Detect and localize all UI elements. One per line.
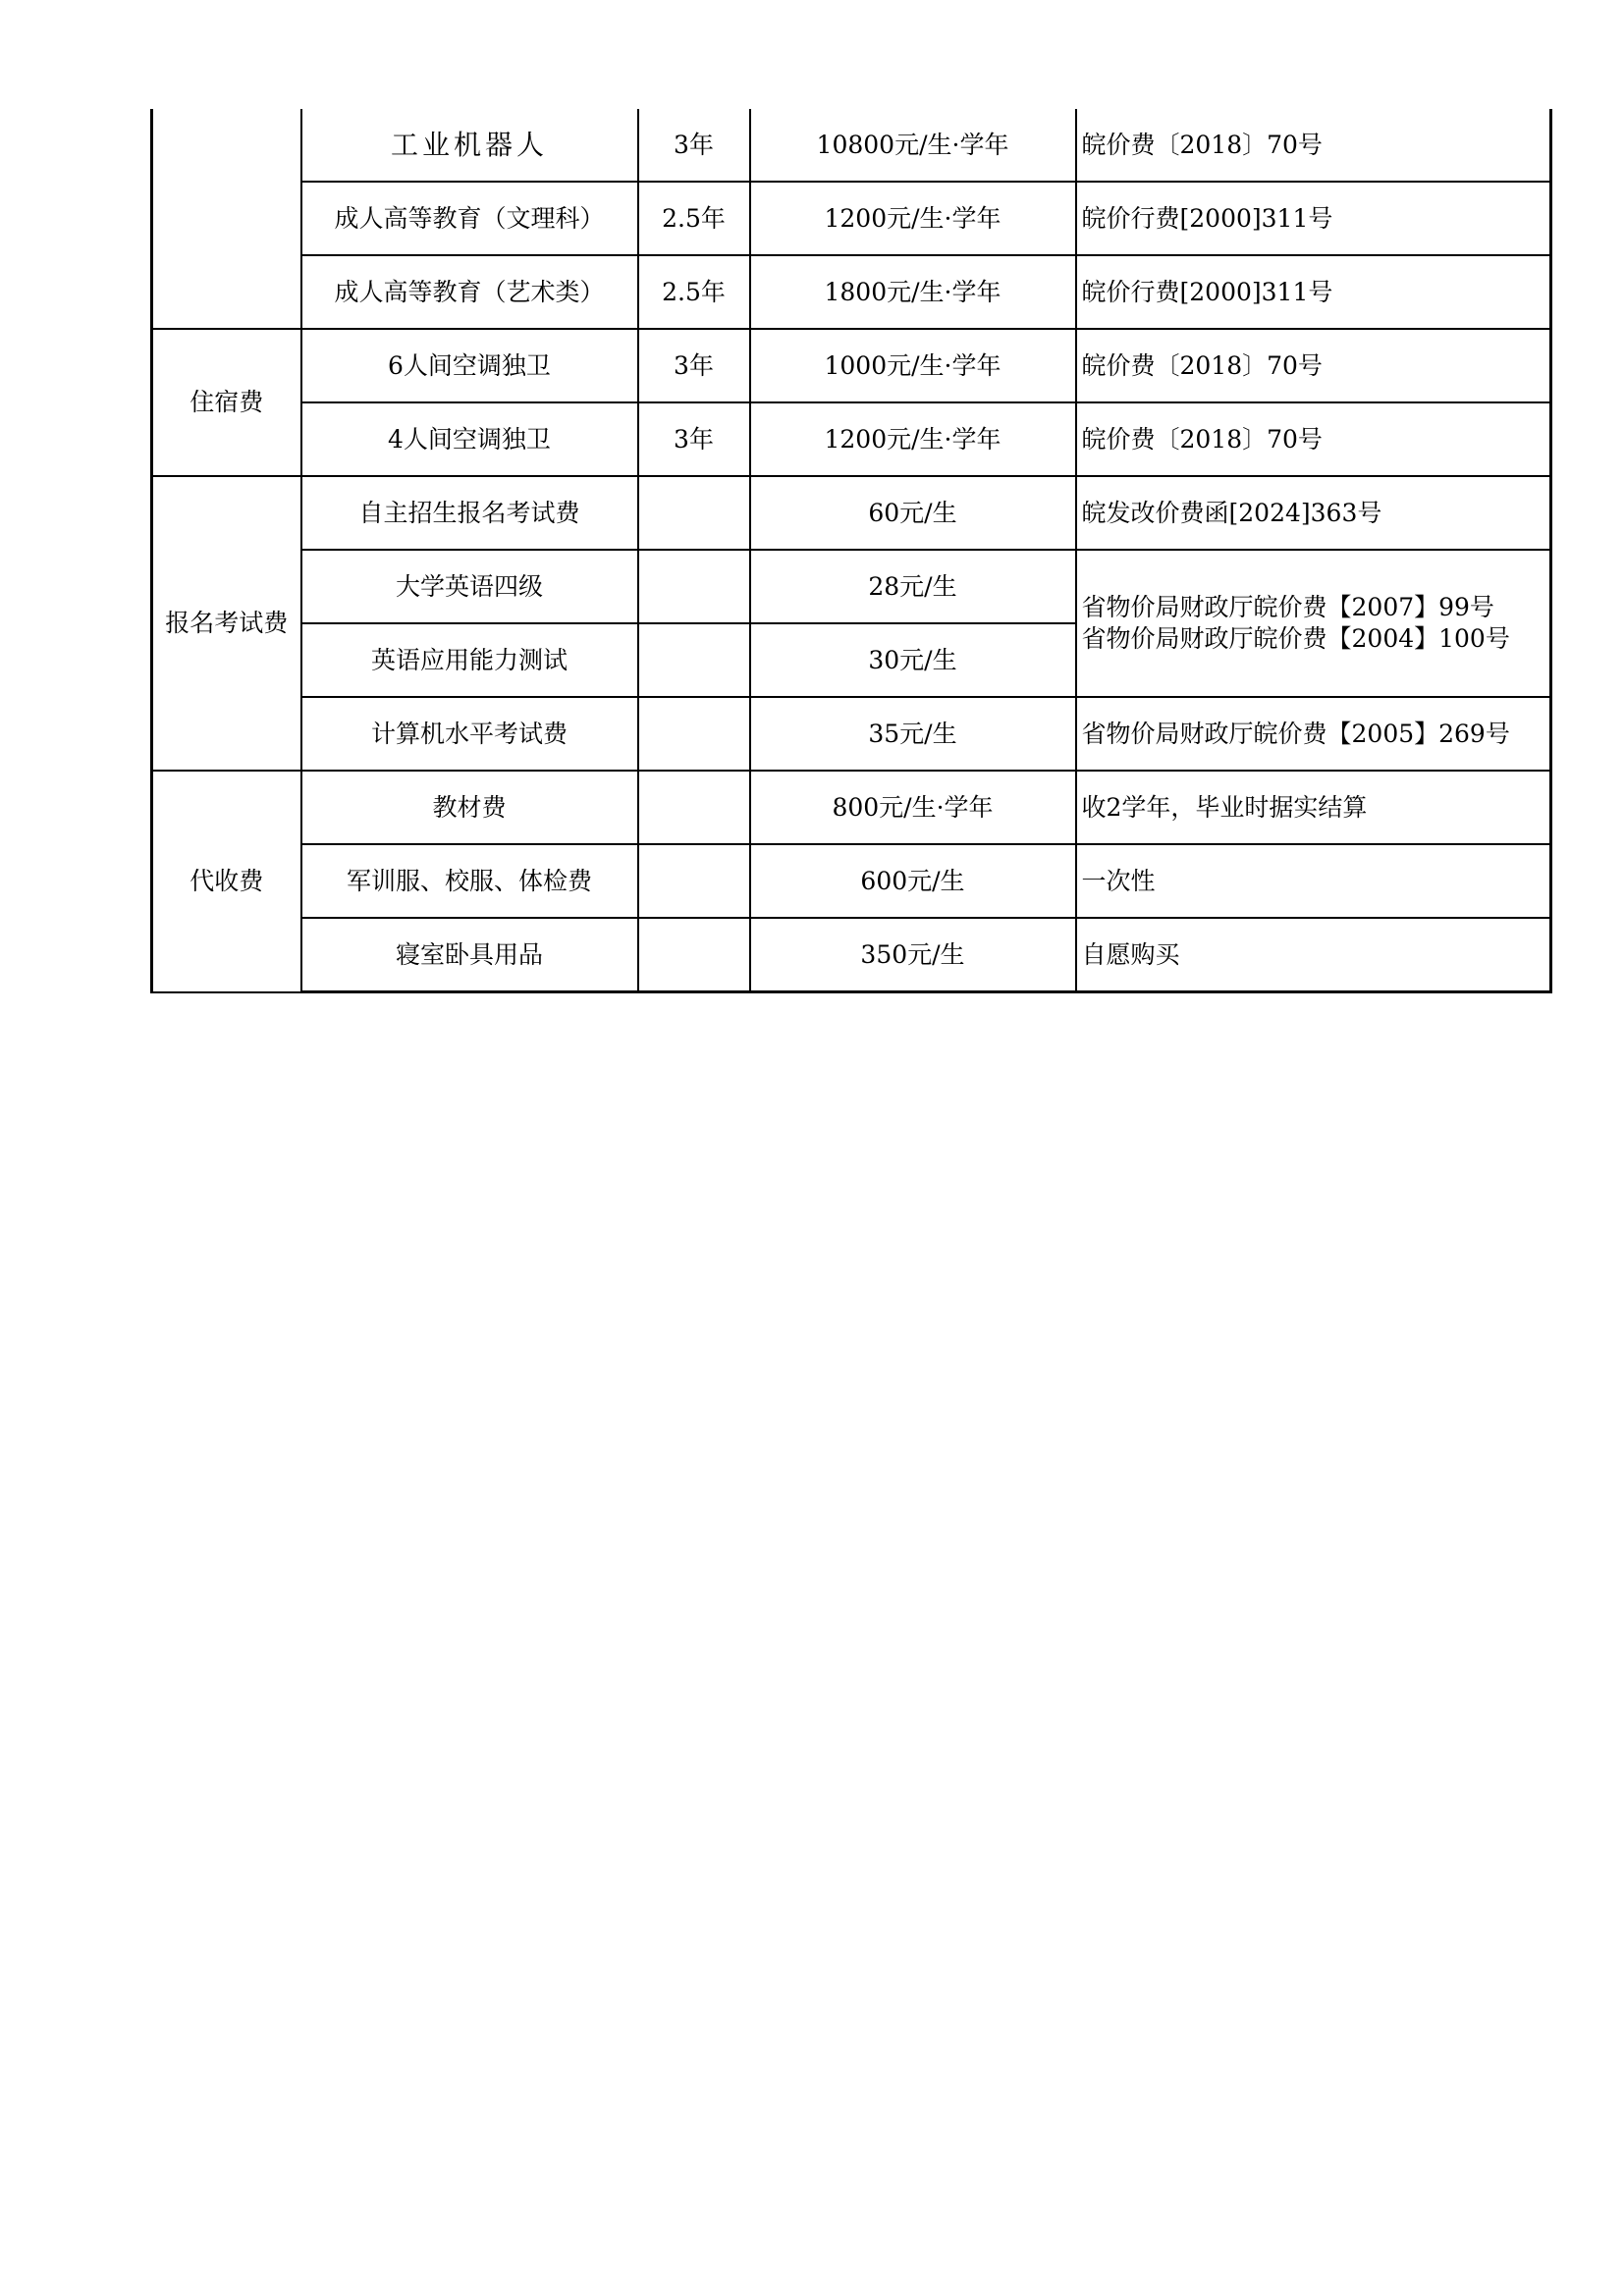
basis-cell: 皖发改价费函[2024]363号 [1076, 476, 1551, 550]
basis-cell: 皖价费〔2018〕70号 [1076, 109, 1551, 182]
table-row [152, 844, 1551, 918]
duration-cell [638, 844, 750, 918]
basis-cell: 收2学年，毕业时据实结算 [1076, 771, 1551, 844]
fee-cell: 1200元/生·学年 [750, 402, 1076, 476]
duration-cell: 3年 [638, 329, 750, 402]
table-row [152, 402, 1551, 476]
table-row [152, 476, 1551, 550]
fee-cell: 28元/生 [750, 550, 1076, 623]
item-cell: 成人高等教育（文理科） [301, 182, 638, 255]
item-cell: 计算机水平考试费 [301, 697, 638, 771]
category-cell: 报名考试费 [152, 476, 301, 771]
table-row [152, 255, 1551, 329]
item-cell: 教材费 [301, 771, 638, 844]
basis-cell: 皖价行费[2000]311号 [1076, 255, 1551, 329]
basis-cell: 皖价行费[2000]311号 [1076, 182, 1551, 255]
basis-cell: 自愿购买 [1076, 918, 1551, 992]
basis-line: 省物价局财政厅皖价费【2004】100号 [1081, 624, 1510, 653]
category-cell: 代收费 [152, 771, 301, 992]
table-row [152, 697, 1551, 771]
duration-cell [638, 550, 750, 623]
fee-cell: 10800元/生·学年 [750, 109, 1076, 182]
basis-cell: 皖价费〔2018〕70号 [1076, 329, 1551, 402]
basis-cell: 一次性 [1076, 844, 1551, 918]
duration-cell [638, 918, 750, 992]
fee-cell: 350元/生 [750, 918, 1076, 992]
table-row [152, 329, 1551, 402]
fee-cell: 600元/生 [750, 844, 1076, 918]
duration-cell: 3年 [638, 402, 750, 476]
table-row [152, 182, 1551, 255]
duration-cell [638, 476, 750, 550]
item-cell: 6人间空调独卫 [301, 329, 638, 402]
duration-cell [638, 697, 750, 771]
fee-cell: 1200元/生·学年 [750, 182, 1076, 255]
shared-basis-cell [1076, 550, 1551, 697]
duration-cell: 3年 [638, 109, 750, 182]
table-row [152, 550, 1551, 623]
fee-table [150, 109, 1552, 993]
basis-cell: 皖价费〔2018〕70号 [1076, 402, 1551, 476]
item-cell: 自主招生报名考试费 [301, 476, 638, 550]
item-cell: 英语应用能力测试 [301, 623, 638, 697]
item-cell: 工业机器人 [301, 109, 638, 182]
duration-cell: 2.5年 [638, 255, 750, 329]
duration-cell [638, 771, 750, 844]
item-cell: 军训服、校服、体检费 [301, 844, 638, 918]
fee-cell: 800元/生·学年 [750, 771, 1076, 844]
category-cell-continued [152, 109, 301, 329]
category-cell: 住宿费 [152, 329, 301, 476]
item-cell: 大学英语四级 [301, 550, 638, 623]
basis-cell: 省物价局财政厅皖价费【2005】269号 [1076, 697, 1551, 771]
item-cell: 寝室卧具用品 [301, 918, 638, 992]
basis-line: 省物价局财政厅皖价费【2007】99号 [1081, 593, 1494, 621]
fee-cell: 1000元/生·学年 [750, 329, 1076, 402]
item-cell: 4人间空调独卫 [301, 402, 638, 476]
fee-cell: 35元/生 [750, 697, 1076, 771]
table-row [152, 771, 1551, 844]
item-cell: 成人高等教育（艺术类） [301, 255, 638, 329]
fee-cell: 1800元/生·学年 [750, 255, 1076, 329]
table-row [152, 109, 1551, 182]
table-row [152, 918, 1551, 992]
duration-cell: 2.5年 [638, 182, 750, 255]
duration-cell [638, 623, 750, 697]
fee-cell: 60元/生 [750, 476, 1076, 550]
fee-cell: 30元/生 [750, 623, 1076, 697]
